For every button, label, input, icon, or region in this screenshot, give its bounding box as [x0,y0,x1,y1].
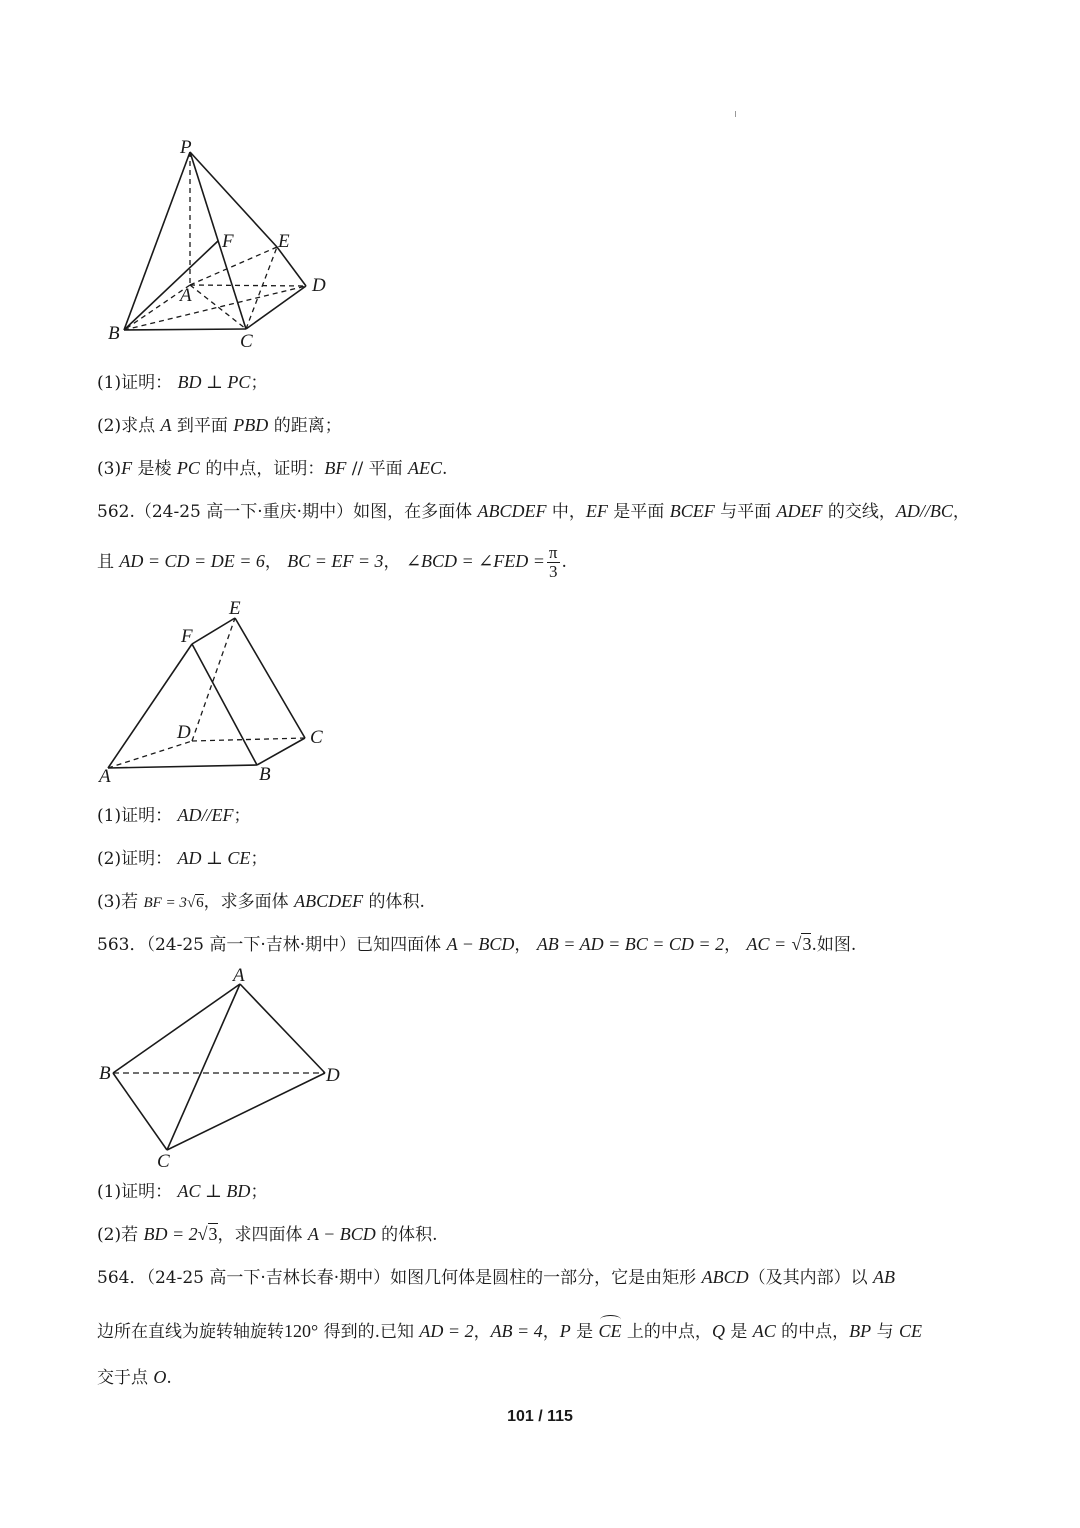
q563-part2: (2)若 BD = 2√3，求四面体 A − BCD 的体积. [97,1224,438,1245]
figure-562-polyhedron [95,598,340,788]
q563-stem: 563．（24-25 高一下·吉林·期中）已知四面体 A − BCD， AB = AD = BC = CD = 2， AC = √3.如图. [97,934,857,955]
fig3-label-d: D [326,1065,340,1086]
figure-561-pyramid [100,135,340,350]
fig1-label-f: F [222,231,234,252]
q562-stem-line2: 且 AD = CD = DE = 6， BC = EF = 3， ∠BCD = ∠FED = $\frac{\pi}{3}$ . [97,543,567,581]
figure-563-tetrahedron [95,962,355,1172]
q562-part1: (1)证明： AD//EF； [97,805,251,826]
fig2-label-a: A [99,766,111,787]
fig1-label-d: D [312,275,326,296]
fig1-label-a: A [180,285,192,306]
fig3-label-a: A [233,965,245,986]
q562-stem-line1: 562.（24-25 高一下·重庆·期中）如图，在多面体 ABCDEF 中，EF 是平面 BCEF 与平面 ADEF 的交线，AD//BC， [97,501,970,522]
q563-part1: (1)证明： AC ⊥ BD； [97,1181,268,1202]
q561-part3: (3)F 是棱 PC 的中点，证明：BF // 平面 AEC. [97,458,448,479]
fig1-label-p: P [180,137,192,158]
q561-part1: (1)证明： BD ⊥ PC； [97,372,268,393]
fig2-label-b: B [259,764,271,785]
fraction-pi-over-3: $\frac{\pi}{3}$ [548,543,558,581]
q562-part2: (2)证明： AD ⊥ CE； [97,848,268,869]
q564-stem-line1: 564．（24-25 高一下·吉林长春·期中）如图几何体是圆柱的一部分，它是由矩形 ABCD（及其内部）以 AB [97,1267,895,1288]
q561-part2: (2)求点 A 到平面 PBD 的距离； [97,415,342,436]
q564-stem-line3: 交于点 O. [97,1367,172,1388]
page-number: 101 / 115 [507,1408,573,1425]
fig2-label-d: D [177,722,191,743]
fig3-label-c: C [157,1151,170,1172]
fig1-label-b: B [108,323,120,344]
fig3-label-b: B [99,1063,111,1084]
fig1-label-e: E [278,231,290,252]
q562-part3: (3)若 BF = 3√6，求多面体 ABCDEF 的体积. [97,891,425,912]
scan-mark [735,111,736,117]
q564-stem-line2: 边所在直线为旋转轴旋转120° 得到的.已知 AD = 2，AB = 4，P 是 CE 上的中点，Q 是 AC 的中点，BP 与 CE [97,1315,922,1344]
fig2-label-e: E [229,598,241,619]
fig2-label-f: F [181,626,193,647]
fig2-label-c: C [310,727,323,748]
arc-ce: CE [599,1315,622,1343]
fig1-label-c: C [240,331,253,350]
